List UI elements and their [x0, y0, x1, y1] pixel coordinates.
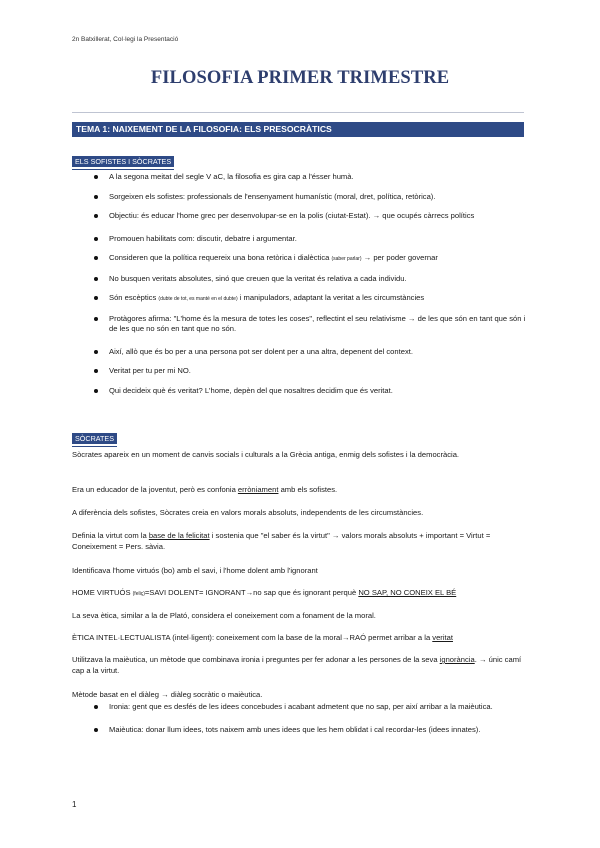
- list-item: No busquen veritats absolutes, sinó que creuen que la veritat és relativa a cada individu.: [93, 274, 533, 285]
- socrates-paragraph: A diferència dels sofistes, Sòcrates creia en valors morals absoluts, independents de les circumstàncies.: [72, 508, 424, 517]
- topic-banner: TEMA 1: NAIXEMENT DE LA FILOSOFIA: ELS PRESOCRÀTICS: [72, 122, 524, 137]
- document-title: FILOSOFIA PRIMER TRIMESTRE: [150, 68, 450, 88]
- list-item: Maièutica: donar llum idees, tots naixem amb unes idees que les hem oblidat i cal recordar-les (idees innates).: [93, 725, 533, 736]
- list-item: Qui decideix què és veritat? L'home, depèn del que nosaltres decidim que és veritat.: [93, 386, 533, 397]
- socrates-paragraph: Identificava l'home virtuós (bo) amb el savi, i l'home dolent amb l'ignorant: [72, 566, 318, 575]
- list-item: Són escèptics (dubte de tot, es manté en el dubte) i manipuladors, adaptant la veritat a les circumstàncies: [93, 293, 533, 305]
- list-item: Així, allò que és bo per a una persona pot ser dolent per a una altra, depenent del context.: [93, 347, 533, 358]
- socrates-paragraph: ÈTICA INTEL·LECTUALISTA (intel·ligent): coneixement com la base de la moral→RAÓ permet arribar a la veritat: [72, 633, 453, 642]
- list-item: Protàgores afirma: "L'home és la mesura de totes les coses", reflectint el seu relativisme → de les que són en tant que són i de les que no són en tant que no són.: [93, 314, 533, 335]
- list-item: Veritat per tu per mi NO.: [93, 366, 533, 377]
- list-item: Sorgeixen els sofistes: professionals de l'ensenyament humanístic (moral, dret, política, retòrica).: [93, 192, 533, 203]
- list-item: Promouen habilitats com: discutir, debatre i argumentar.: [93, 234, 533, 245]
- socrates-paragraph: Definia la virtut com la base de la felicitat i sostenia que "el saber és la virtut" → valors morals absoluts + important = Virtut = Coneixement = Pers. sàvia.: [72, 531, 491, 551]
- socrates-paragraph: La seva ètica, similar a la de Plató, considera el coneixement com a fonament de la moral.: [72, 611, 376, 620]
- list-item: A la segona meitat del segle V aC, la filosofia es gira cap a l'ésser humà.: [93, 172, 533, 183]
- sofistes-list: [93, 172, 533, 396]
- socrates-paragraph: HOME VIRTUÓS (feliç)=SAVI DOLENT= IGNORANT→no sap que és ignorant perquè NO SAP, NO CONEIX EL BÉ: [72, 588, 457, 597]
- list-item: Objectiu: és educar l'home grec per desenvolupar-se en la polis (ciutat-Estat). → que ocupés càrrecs polítics: [93, 211, 533, 222]
- title-rule: [72, 112, 524, 113]
- header-note: 2n Batxillerat, Col·legi la Presentació: [72, 36, 179, 43]
- socrates-paragraph: Era un educador de la joventut, però es confonia erròniament amb els sofistes.: [72, 485, 338, 494]
- socrates-paragraph: Mètode basat en el diàleg → diàleg socràtic o maièutica.: [72, 690, 263, 699]
- section-label-socrates: SÒCRATES: [72, 433, 117, 444]
- socrates-list: [93, 702, 533, 735]
- list-item: Ironia: gent que es desfés de les idees concebudes i acabant admetent que no sap, per així arribar a la maièutica.: [93, 702, 533, 713]
- page-number: 1: [72, 800, 77, 809]
- section-label-sofistes: ELS SOFISTES I SÒCRATES: [72, 156, 174, 167]
- list-item: Consideren que la política requereix una bona retòrica i dialèctica (saber parlar) → per poder governar: [93, 253, 533, 265]
- socrates-paragraph: Sòcrates apareix en un moment de canvis socials i culturals a la Grècia antiga, enmig dels sofistes i la democràcia.: [72, 450, 460, 459]
- socrates-paragraph: Utilitzava la maièutica, un mètode que combinava ironia i preguntes per fer adonar a les persones de la seva ignorància. → únic camí cap a la virtut.: [72, 655, 522, 675]
